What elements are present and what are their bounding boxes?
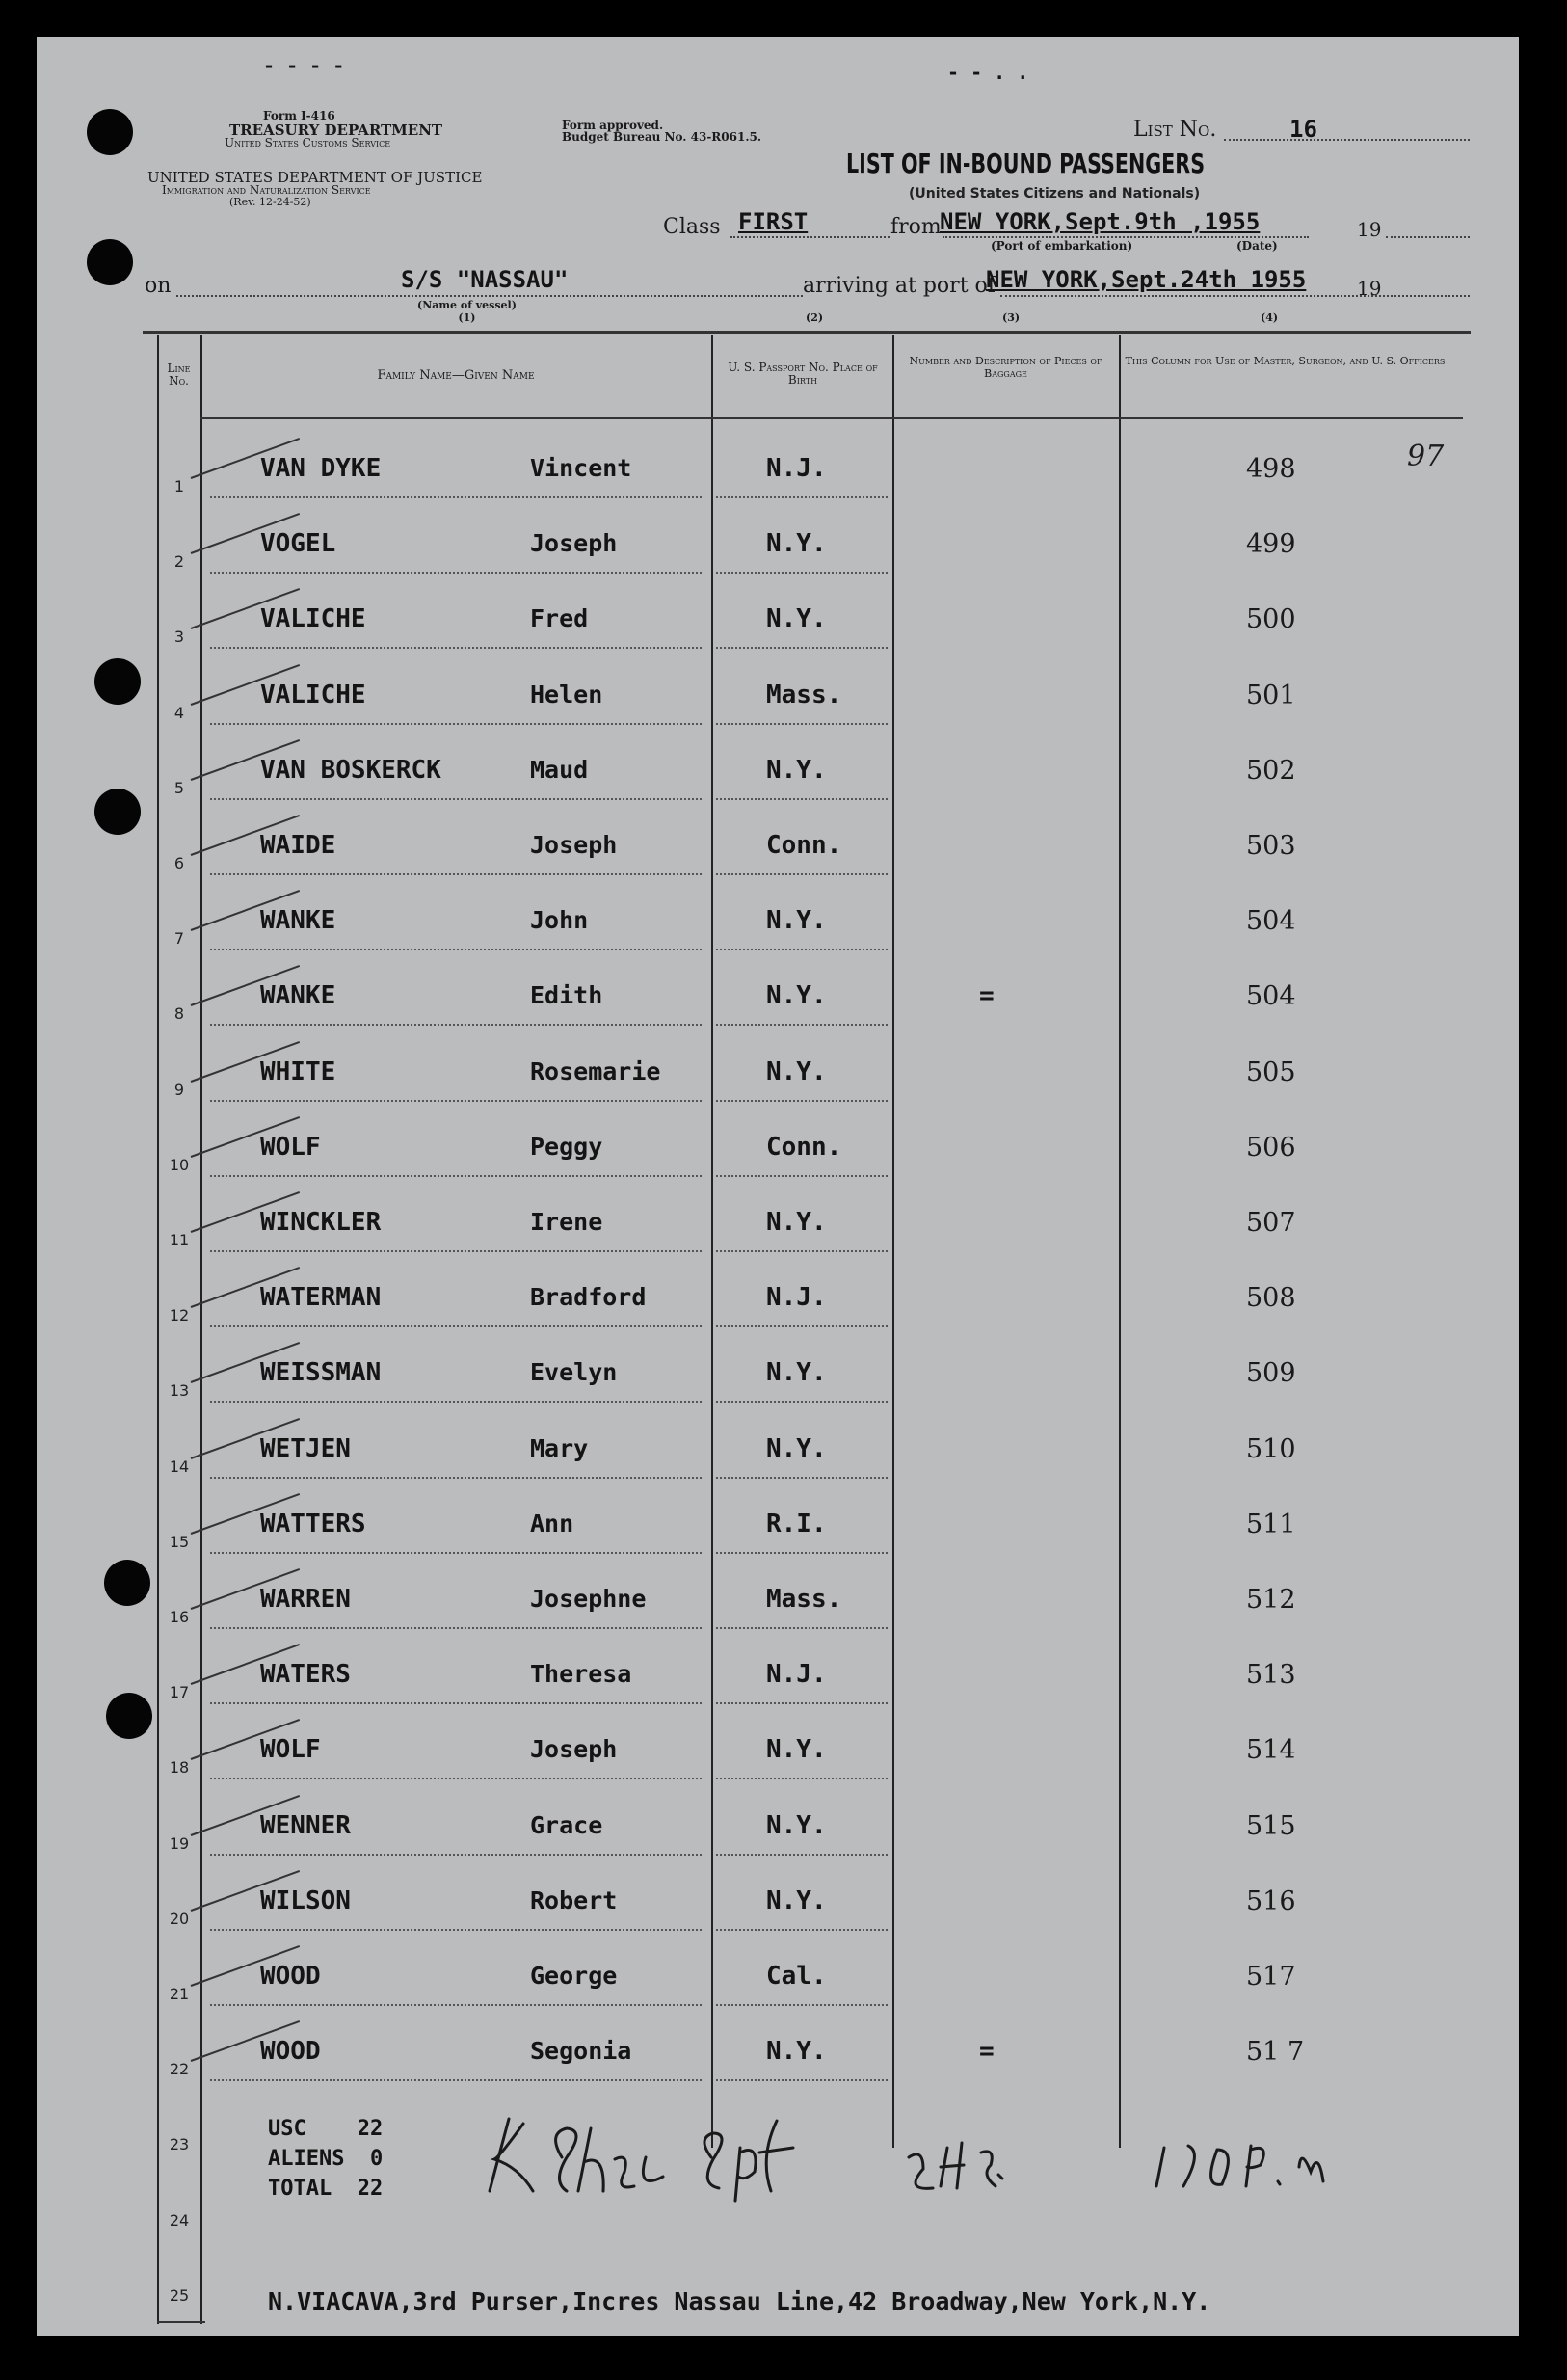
place-of-birth: Cal. (766, 1962, 827, 1991)
totals-block: USC 22 ALIENS 0 TOTAL 22 (268, 2117, 384, 2201)
budget-bureau: Budget Bureau No. 43-R061.5. (562, 130, 762, 144)
baggage: = (979, 2037, 995, 2067)
row-line (210, 798, 702, 800)
place-of-birth: N.J. (766, 1283, 827, 1313)
officer-number: 51 7 (1246, 2037, 1305, 2068)
given-name: Joseph (530, 1735, 618, 1764)
officer-number: 515 (1246, 1810, 1296, 1841)
line-number: 11 (169, 1231, 190, 1249)
officer-number: 513 (1246, 1660, 1296, 1691)
place-of-birth: Conn. (766, 831, 842, 860)
place-of-birth: N.Y. (766, 1885, 827, 1915)
punch-hole (87, 239, 133, 285)
family-name: WANKE (260, 981, 336, 1011)
line-number: 9 (173, 1080, 185, 1099)
given-name: Theresa (530, 1660, 632, 1689)
place-of-birth: R.I. (766, 1509, 827, 1538)
officer-number: 514 (1246, 1735, 1296, 1766)
line-number: 23 (169, 2135, 190, 2154)
given-name: Maud (530, 755, 589, 784)
line-number: 5 (173, 778, 185, 797)
vessel-name: S/S "NASSAU" (401, 266, 569, 293)
on-label: on (145, 274, 172, 298)
given-name: Fred (530, 604, 589, 633)
officer-number: 507 (1246, 1208, 1296, 1238)
year-prefix: 19 (1357, 218, 1382, 241)
place-of-birth: N.Y. (766, 1358, 827, 1388)
top-mark: - - . . (947, 61, 1029, 84)
family-name: WHITE (260, 1056, 336, 1086)
line-number: 12 (169, 1306, 190, 1325)
officer-number: 512 (1246, 1585, 1296, 1615)
line-number: 13 (169, 1381, 190, 1401)
family-name: WATTERS (260, 1509, 366, 1538)
row-line (210, 1627, 702, 1629)
row-line (210, 1024, 702, 1026)
family-name: VALICHE (260, 604, 366, 634)
col-number-2: (2) (806, 311, 824, 324)
officer-number: 506 (1246, 1132, 1296, 1163)
officer-number: 501 (1246, 680, 1296, 710)
line-number: 3 (173, 628, 185, 647)
line-number: 17 (169, 1683, 190, 1702)
line-number: 7 (173, 929, 185, 949)
officer-number: 508 (1246, 1283, 1296, 1314)
line-number: 21 (169, 1985, 190, 2003)
form-sheet (37, 37, 1519, 2336)
line-number: 10 (169, 1155, 190, 1174)
row-line (716, 1552, 888, 1554)
line-number: 25 (169, 2286, 190, 2305)
row-line (716, 572, 888, 574)
family-name: WOOD (260, 2037, 321, 2067)
place-of-birth: N.J. (766, 454, 827, 483)
given-name: Bradford (530, 1283, 647, 1312)
row-line (210, 2004, 702, 2006)
list-no-label: List No. (1133, 118, 1217, 142)
place-of-birth: N.Y. (766, 529, 827, 559)
officer-number: 505 (1246, 1056, 1296, 1087)
family-name: WILSON (260, 1885, 351, 1915)
officer-number: 500 (1246, 604, 1296, 635)
line-number: 24 (169, 2210, 190, 2230)
given-name: Joseph (530, 831, 618, 859)
family-name: WETJEN (260, 1433, 351, 1463)
given-name: Rosemarie (530, 1056, 661, 1085)
form-number: Form I-416 (263, 109, 335, 122)
place-of-birth: Mass. (766, 680, 842, 709)
page-title: LIST OF IN-BOUND PASSENGERS (846, 147, 1206, 179)
family-name: WATERMAN (260, 1283, 382, 1313)
family-name: VAN BOSKERCK (260, 755, 441, 785)
row-line (210, 1325, 702, 1327)
row-line (716, 873, 888, 875)
line-number: 22 (169, 2060, 190, 2079)
row-line (210, 1552, 702, 1554)
line-number: 2 (173, 552, 185, 572)
row-line (716, 2079, 888, 2081)
line-number: 14 (169, 1457, 190, 1476)
family-name: VOGEL (260, 529, 336, 559)
row-line (716, 1854, 888, 1856)
row-line (716, 798, 888, 800)
row-line (210, 572, 702, 574)
page-subtitle: (United States Citizens and Nationals) (909, 186, 1201, 201)
family-name: WINCKLER (260, 1208, 382, 1237)
arriving-label: arriving at port of (803, 274, 996, 298)
given-name: Mary (530, 1433, 589, 1462)
class-label: Class (663, 215, 721, 239)
row-line (716, 2004, 888, 2006)
port-arrival: NEW YORK,Sept.24th 1955 (986, 266, 1307, 293)
row-line (210, 1778, 702, 1779)
family-name: WENNER (260, 1810, 351, 1840)
row-line (716, 1401, 888, 1403)
col-header-baggage: Number and Description of Pieces of Baggage (909, 355, 1102, 380)
place-of-birth: N.Y. (766, 1810, 827, 1840)
table-top-border (143, 331, 1471, 334)
row-line (210, 496, 702, 498)
given-name: John (530, 906, 589, 935)
row-line (210, 647, 702, 649)
line-number: 19 (169, 1833, 190, 1853)
row-line (210, 1477, 702, 1479)
given-name: Peggy (530, 1132, 603, 1161)
given-name: Vincent (530, 454, 632, 482)
table-left-border (157, 335, 159, 2324)
officer-number: 503 (1246, 831, 1296, 861)
row-line (210, 723, 702, 725)
officer-number: 504 (1246, 981, 1296, 1012)
purser-line: N.VIACAVA,3rd Purser,Incres Nassau Line,42 Broadway,New York,N.Y. (268, 2287, 1211, 2315)
col-number-4: (4) (1261, 311, 1279, 324)
port-embarkation-caption: (Port of embarkation) (991, 239, 1133, 253)
vessel-caption: (Name of vessel) (1) (417, 299, 517, 324)
line-number: 6 (173, 854, 185, 872)
line-number: 18 (169, 1758, 190, 1778)
handwritten-signature (470, 2099, 1338, 2206)
row-line (716, 1175, 888, 1177)
officer-number: 504 (1246, 906, 1296, 937)
row-line (210, 2079, 702, 2081)
punch-hole (94, 658, 141, 705)
row-line (716, 1929, 888, 1931)
from-label: from (890, 215, 942, 239)
row-line (716, 1325, 888, 1327)
immigration-service: Immigration and Naturalization Service (162, 183, 371, 197)
date-caption: (Date) (1236, 239, 1278, 253)
family-name: WOLF (260, 1132, 321, 1162)
place-of-birth: N.Y. (766, 1433, 827, 1463)
given-name: Josephne (530, 1585, 647, 1613)
place-of-birth: N.Y. (766, 1208, 827, 1237)
header-rule (200, 417, 1463, 419)
line-number: 8 (173, 1004, 185, 1024)
port-embarkation: NEW YORK,Sept.9th ,1955 (940, 208, 1261, 235)
col-number-3: (3) (1002, 311, 1021, 324)
row-line (210, 1250, 702, 1252)
margin-note: 97 (1407, 440, 1445, 473)
row-line (716, 1024, 888, 1026)
family-name: WARREN (260, 1585, 351, 1614)
signature-text (470, 2099, 484, 2100)
department-name: TREASURY DEPARTMENT (229, 121, 443, 139)
line-number: 4 (173, 703, 185, 722)
family-name: WATERS (260, 1660, 351, 1690)
row-line (210, 873, 702, 875)
given-name: Evelyn (530, 1358, 618, 1387)
top-mark: - - - - (263, 54, 345, 77)
family-name: VALICHE (260, 680, 366, 709)
given-name: Joseph (530, 529, 618, 558)
row-line (716, 1100, 888, 1102)
row-line (716, 647, 888, 649)
row-line (716, 1702, 888, 1704)
given-name: Irene (530, 1208, 603, 1236)
given-name: Edith (530, 981, 603, 1010)
line-number: 1 (173, 477, 185, 495)
place-of-birth: N.J. (766, 1660, 827, 1690)
given-name: Grace (530, 1810, 603, 1839)
family-name: VAN DYKE (260, 454, 382, 483)
officer-number: 510 (1246, 1433, 1296, 1464)
family-name: WAIDE (260, 831, 336, 860)
officer-number: 498 (1246, 454, 1296, 484)
justice-department: UNITED STATES DEPARTMENT OF JUSTICE (147, 169, 483, 186)
col-header-name: Family Name—Given Name (377, 368, 535, 383)
form-approved: Form approved. (562, 119, 664, 132)
family-name: WANKE (260, 906, 336, 936)
place-of-birth: N.Y. (766, 604, 827, 634)
officer-number: 499 (1246, 529, 1296, 560)
line-number: 16 (169, 1608, 190, 1626)
row-line (210, 949, 702, 950)
service-name: United States Customs Service (225, 136, 391, 149)
place-of-birth: Mass. (766, 1585, 842, 1614)
class-value: FIRST (738, 208, 809, 235)
officer-number: 509 (1246, 1358, 1296, 1389)
row-line (210, 1854, 702, 1856)
given-name: Robert (530, 1885, 618, 1914)
given-name: Helen (530, 680, 603, 709)
place-of-birth: N.Y. (766, 2037, 827, 2067)
col-header-officers: This Column for Use of Master, Surgeon, and U. S. Officers (1125, 355, 1446, 367)
place-of-birth: N.Y. (766, 755, 827, 785)
family-name: WEISSMAN (260, 1358, 382, 1388)
row-line (716, 496, 888, 498)
row-line (210, 1401, 702, 1403)
officer-number: 502 (1246, 755, 1296, 786)
year-prefix-2: 19 (1357, 277, 1382, 300)
row-line (716, 1477, 888, 1479)
given-name: George (530, 1962, 618, 1990)
row-line (210, 1175, 702, 1177)
row-line (716, 723, 888, 725)
given-name: Ann (530, 1509, 574, 1538)
baggage: = (979, 981, 995, 1011)
line-number: 20 (169, 1909, 190, 1928)
family-name: WOOD (260, 1962, 321, 1991)
row-line (210, 1702, 702, 1704)
revision-date: (Rev. 12-24-52) (229, 196, 311, 208)
punch-hole (106, 1693, 152, 1739)
col-header-passport: U. S. Passport No. Place of Birth (728, 361, 878, 387)
given-name: Segonia (530, 2037, 632, 2066)
row-line (210, 1100, 702, 1102)
row-line (716, 1627, 888, 1629)
row-line (716, 1778, 888, 1779)
place-of-birth: N.Y. (766, 1735, 827, 1765)
list-no-value: 16 (1289, 116, 1317, 143)
punch-hole (94, 789, 141, 835)
officer-number: 517 (1246, 1962, 1296, 1992)
officer-number: 516 (1246, 1885, 1296, 1916)
row-line (210, 1929, 702, 1931)
place-of-birth: N.Y. (766, 906, 827, 936)
place-of-birth: N.Y. (766, 1056, 827, 1086)
line-number: 15 (169, 1532, 190, 1551)
punch-hole (87, 109, 133, 155)
place-of-birth: Conn. (766, 1132, 842, 1162)
row-line (716, 949, 888, 950)
place-of-birth: N.Y. (766, 981, 827, 1011)
officer-number: 511 (1246, 1509, 1296, 1539)
col-header-line: Line No. (167, 361, 191, 388)
row-line (716, 1250, 888, 1252)
punch-hole (104, 1560, 150, 1606)
family-name: WOLF (260, 1735, 321, 1765)
